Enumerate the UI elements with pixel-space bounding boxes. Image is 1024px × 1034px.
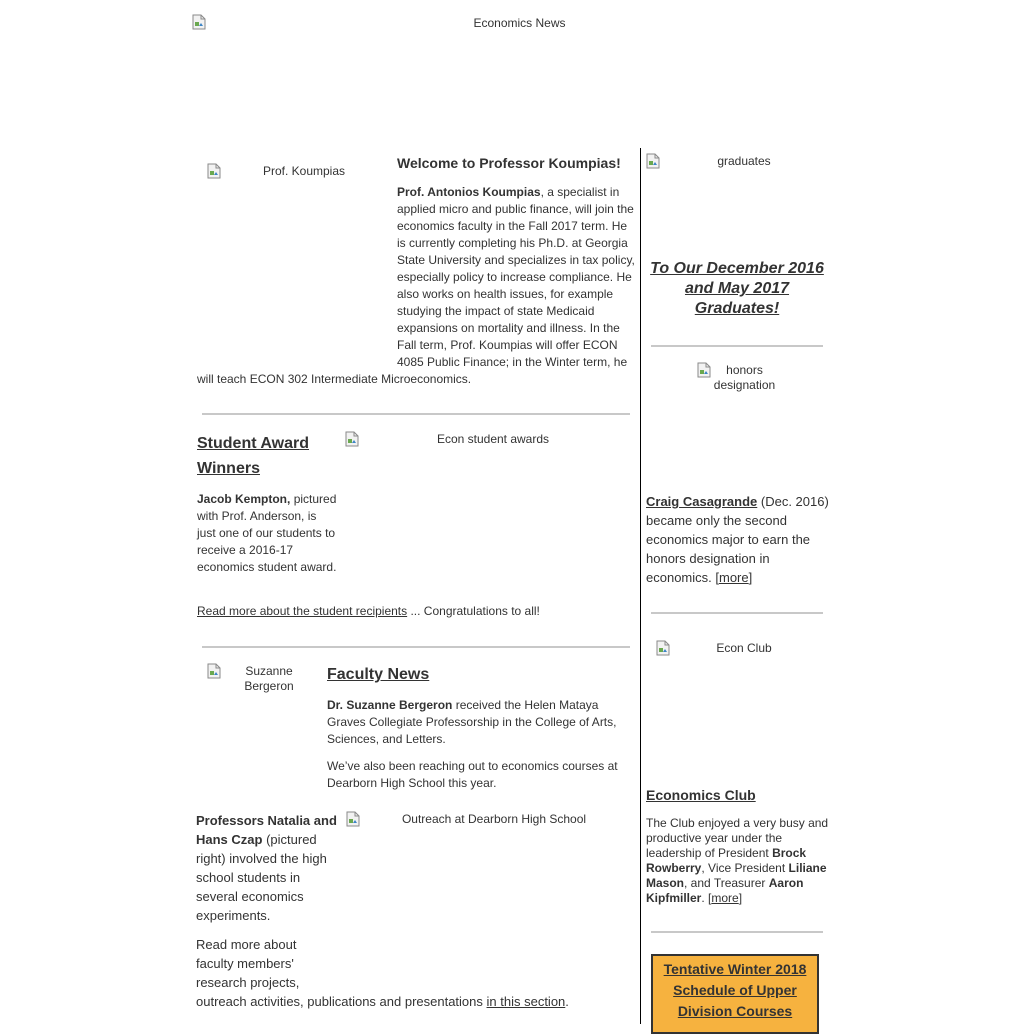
bracket-close: ] — [748, 570, 753, 585]
graduates-image — [646, 153, 826, 248]
czap-text — [196, 811, 341, 925]
suzanne-bergeron-image — [207, 663, 317, 803]
honors-text — [646, 492, 830, 587]
broken-image-icon — [207, 663, 221, 679]
student-awards-alt: Econ student awards — [436, 432, 550, 446]
broken-image-icon — [646, 153, 660, 169]
award-student-name: Jacob Kempton, — [197, 492, 291, 506]
outreach-image-alt: Outreach at Dearborn High School — [401, 812, 587, 826]
award-description: pictured with Prof. Anderson, is just one of our students to receive a 2016-17 economics student award. — [197, 492, 337, 574]
student-award-winners-link[interactable]: Student Award Winners — [197, 435, 310, 477]
banner-alt-text: Economics News — [473, 16, 566, 30]
economics-club-link[interactable]: Economics Club — [646, 787, 756, 803]
honors-description: (Dec. 2016) became only the second economics major to earn the honors designation in economics. [ — [646, 494, 829, 585]
club-text-2: , Vice President — [701, 861, 789, 875]
sidebar-divider — [651, 612, 823, 614]
honors-image-alt: honors designation — [713, 363, 776, 392]
graduates-image-alt: graduates — [717, 154, 771, 168]
bergeron-award-text: received the Helen Mataya Graves Collegiate Professorship in the College of Arts, Sciences, and Letters. — [327, 698, 617, 746]
welcome-text: , a specialist in applied micro and public finance, will join the economics faculty in the Fall 2017 term. He is currently completing his Ph.D. at Georgia State University and specializes in tax policy, especially policy to increase compliance. He also works on health issues, for example studying the impact of state Medicaid expansions on mortality and illness. In the Fall term, Prof. Koumpias will offer ECON 4085 Public Finance; in the Winter term, he will teach ECON 302 Intermediate Microeconomics. — [197, 185, 635, 386]
honors-more-link[interactable]: more — [718, 570, 749, 585]
club-text — [646, 816, 830, 906]
award-read-more — [197, 603, 637, 620]
honors-designation-image — [697, 362, 807, 482]
congratulations-text: ... Congratulations to all! — [407, 604, 540, 618]
winter-schedule-box — [651, 954, 819, 1034]
faculty-news-link[interactable]: Faculty News — [327, 666, 430, 683]
club-treasurer: Aaron Kipfmiller — [646, 876, 804, 905]
bergeron-image-alt: Suzanne Bergeron — [244, 664, 294, 693]
column-divider — [640, 148, 641, 1024]
club-president: Brock Rowberry — [646, 846, 807, 875]
club-more-link[interactable]: more — [711, 891, 739, 905]
bracket-close: ] — [738, 891, 743, 905]
section-divider — [202, 646, 630, 648]
sidebar-divider — [651, 931, 823, 933]
craig-casagrande-link[interactable]: Craig Casagrande — [646, 494, 758, 509]
welcome-body — [197, 184, 637, 388]
faculty-read-more — [196, 935, 641, 1011]
czap-names: Professors Natalia and Hans Czap — [196, 813, 337, 847]
winter-schedule-link[interactable]: Tentative Winter 2018 Schedule of Upper Division Courses — [663, 961, 807, 1019]
czap-description: (pictured right) involved the high school students in several economics experiments. — [196, 832, 327, 923]
bergeron-name: Dr. Suzanne Bergeron — [327, 698, 453, 712]
student-recipients-link[interactable]: Read more about the student recipients — [197, 604, 408, 618]
welcome-title: Welcome to Professor Koumpias! — [397, 155, 621, 171]
club-vice-president: Liliane Mason — [646, 861, 827, 890]
club-text-3: , and Treasurer — [684, 876, 769, 890]
broken-image-icon — [207, 163, 221, 179]
econ-club-image-alt: Econ Club — [716, 641, 772, 655]
outreach-intro: We’ve also been reaching out to economics courses at Dearborn High School this year. — [327, 759, 618, 790]
econ-student-awards-image — [345, 431, 635, 596]
in-this-section-link[interactable]: in this section — [486, 994, 566, 1009]
section-divider — [202, 413, 630, 415]
graduates-link[interactable]: To Our December 2016 and May 2017 Graduates! — [650, 260, 824, 317]
header-banner-image — [192, 14, 847, 134]
club-text-4: . [ — [701, 891, 712, 905]
club-text-1: The Club enjoyed a very busy and productive year under the leadership of President — [646, 816, 829, 860]
faculty-award-text — [327, 697, 627, 748]
econ-club-image — [656, 640, 826, 780]
outreach-dearborn-image — [346, 811, 636, 931]
sidebar-divider — [651, 345, 823, 347]
award-text — [197, 491, 337, 576]
broken-image-icon — [656, 640, 670, 656]
read-more-text: Read more about faculty members' research projects, outreach activities, publications and presentations — [196, 937, 487, 1009]
read-more-period: . — [565, 994, 569, 1009]
koumpias-image-alt: Prof. Koumpias — [262, 164, 346, 178]
koumpias-name: Prof. Antonios Koumpias — [397, 185, 541, 199]
